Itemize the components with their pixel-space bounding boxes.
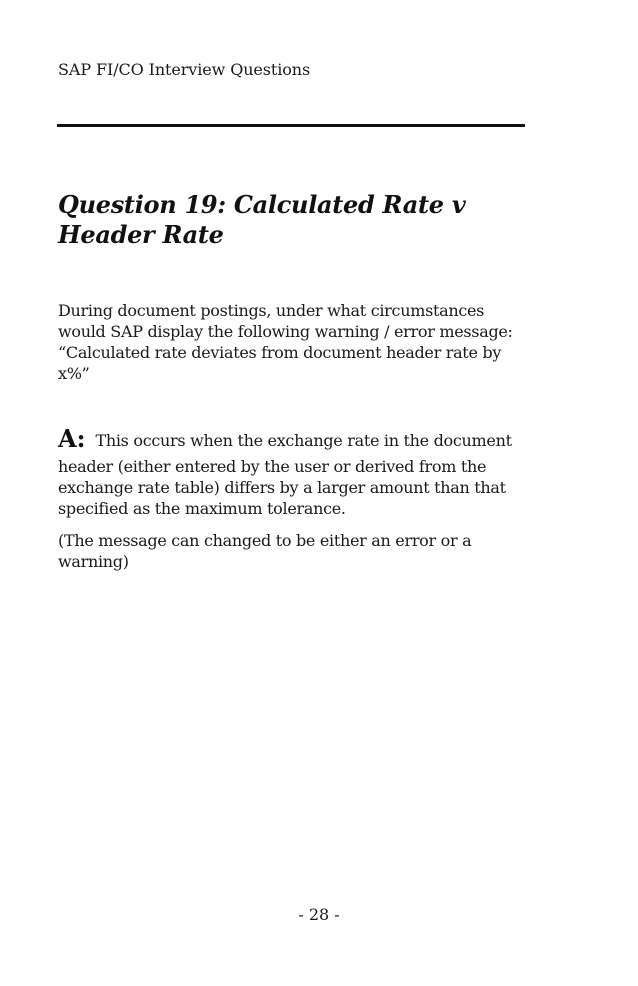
question-text <box>58 300 538 384</box>
question-text-line-1: During document postings, under what circumstances <box>58 301 485 320</box>
answer-note-line-1: (The message can changed to be either an error or a <box>58 531 472 550</box>
header-divider <box>57 124 525 127</box>
answer-marker: A: <box>58 424 86 453</box>
answer-first-line <box>58 424 538 456</box>
question-text-line-4: x%” <box>58 364 90 383</box>
question-text-line-3: “Calculated rate deviates from document header rate by <box>58 343 502 362</box>
answer-line-1: This occurs when the exchange rate in the document <box>95 431 512 450</box>
question-title-line-1: Question 19: Calculated Rate v <box>58 190 466 219</box>
question-title <box>58 190 528 250</box>
question-text-line-2: would SAP display the following warning / error message: <box>58 322 513 341</box>
answer-line-2: header (either entered by the user or derived from the <box>58 457 487 476</box>
answer-paragraph <box>58 424 538 519</box>
answer-line-4: specified as the maximum tolerance. <box>58 499 346 518</box>
running-header: SAP FI/CO Interview Questions <box>58 60 311 79</box>
answer-line-3: exchange rate table) differs by a larger amount than that <box>58 478 506 497</box>
answer-note-line-2: warning) <box>58 552 129 571</box>
answer-note <box>58 530 538 572</box>
question-title-line-2: Header Rate <box>58 220 224 249</box>
page-number: - 28 - <box>298 905 340 924</box>
answer-continuation <box>58 456 538 519</box>
